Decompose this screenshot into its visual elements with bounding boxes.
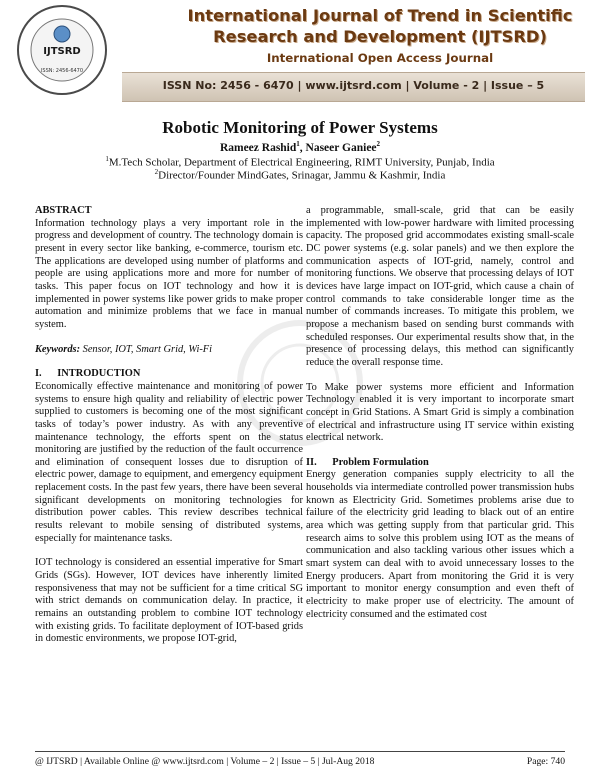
abstract-heading: ABSTRACT bbox=[35, 205, 92, 216]
intro-heading: I. INTRODUCTION bbox=[35, 368, 141, 380]
abstract-text: Information technology plays a very important role in the progress and development of country. The technology domain is present in every sector like banking, e-commerce, tourism etc. The applications are developed using number of platforms and people are using applications more and more for number of tasks. This paper focus on IOT technology and how it is implemented in power systems like power grids to make proper automation and minimize problems that we face in manual system. bbox=[35, 217, 303, 330]
page-number: Page: 740 bbox=[526, 756, 565, 767]
right-paragraph-2: To Make power systems more efficient and Information Technology enabled it is very important to incorporate smart concept in Grid Stations. A Smart Grid is simply a combination of electrical and infrastructure using IT service within existing electrical network. bbox=[306, 381, 574, 444]
affiliation-2: $^2$Director/Founder MindGates, Srinagar, Jammu & Kashmir, India bbox=[154, 168, 446, 182]
issn-line: ISSN No: 2456 - 6470 | www.ijtsrd.com | Volume - 2 | Issue – 5 bbox=[162, 79, 545, 92]
paper-title: Robotic Monitoring of Power Systems bbox=[162, 118, 438, 137]
right-paragraph-3: Energy generation companies supply electricity to all the households via intermediate controlled power transmission hubs known as Electricity Grid. Sometimes problems arise due to failure of the electricity grid leading to black out of an entire area which was getting supply from that particular grid. This research aims to solve this problem using IOT as the means of communication and also tackling various other issues which a smart system can deal with to avoid unnecessary losses to the Energy producers. Apart from monitoring the Grid it is very important to monitor energy consumption and even theft of electricity to make proper use of electricity. The amount of electricity consumed and the estimated cost bbox=[306, 469, 574, 620]
intro-paragraph-2: IOT technology is considered an essential imperative for Smart Grids (SGs). However, IOT devices have inherently limited responsiveness that may not be sufficient for a time critical SG with strict demands on communication delay. In practice, it remains an outstanding problem to combine IOT technology with existing grids. To facilitate deployment of IOT-based grids in domestic environments, we propose IOT-grid, bbox=[35, 557, 303, 645]
footer-divider bbox=[35, 751, 565, 752]
section-2-heading: II. Problem Formulation bbox=[306, 456, 429, 468]
intro-paragraph-1: Economically effective maintenance and monitoring of power systems to ensure high quality and reliability of electric power supplied to customers is becoming one of the most significant tasks of today’s power industry. As with any preventive maintenance technology, the efforts spent on the status monitoring are justified by the reduction of the fault occurrence and elimination of consequent losses due to disruption of electric power, damage to equipment, and emergency equipment replacement costs. In the past few years, there have been several significant developments on monitoring technologies for distribution power cables. This review describes technical results relevant to mobile sensing of distributed systems, especially for maintenance tasks. bbox=[35, 380, 303, 544]
keywords: Keywords: Sensor, IOT, Smart Grid, Wi-Fi bbox=[35, 343, 213, 355]
footer-citation: @ IJTSRD | Available Online @ www.ijtsrd.com | Volume – 2 | Issue – 5 | Jul-Aug 2018 bbox=[35, 756, 375, 767]
journal-header bbox=[0, 0, 600, 108]
svg-text:IJTSRD: IJTSRD bbox=[43, 46, 81, 57]
svg-text:ISSN: 2456-6470: ISSN: 2456-6470 bbox=[40, 68, 84, 74]
right-column bbox=[306, 205, 574, 621]
journal-logo bbox=[16, 4, 108, 96]
open-access-label: International Open Access Journal bbox=[266, 51, 494, 65]
left-column bbox=[35, 205, 303, 646]
affiliation-1: $^1$M.Tech Scholar, Department of Electrical Engineering, RIMT University, Punjab, India bbox=[105, 155, 495, 169]
authors: Rameez Rashid$^1$, Naseer Ganiee$^2$ bbox=[219, 140, 381, 154]
right-paragraph-1: a programmable, small-scale, grid that can be easily implemented with low-power hardware with limited processing capacity. The proposed grid accommodates existing small-scale DC power systems (e.g. solar panels) and we then explore the communication aspects of IOT-grid, namely, control and monitoring functions. We observe that processing delays of IOT devices have large impact on IOT-grid, which cause a chain of control commands to take considerable longer time as the number of commands increases. To mitigate this problem, we propose a mechanism based on sending burst commands with scheduled responses. Our experimental results show that, in the presence of processing delays, this method can significantly reduce the overall response time. bbox=[306, 205, 574, 368]
page-footer bbox=[35, 756, 565, 767]
journal-title: International Journal of Trend in Scientific Research and Development (IJTSRD) bbox=[187, 6, 573, 46]
